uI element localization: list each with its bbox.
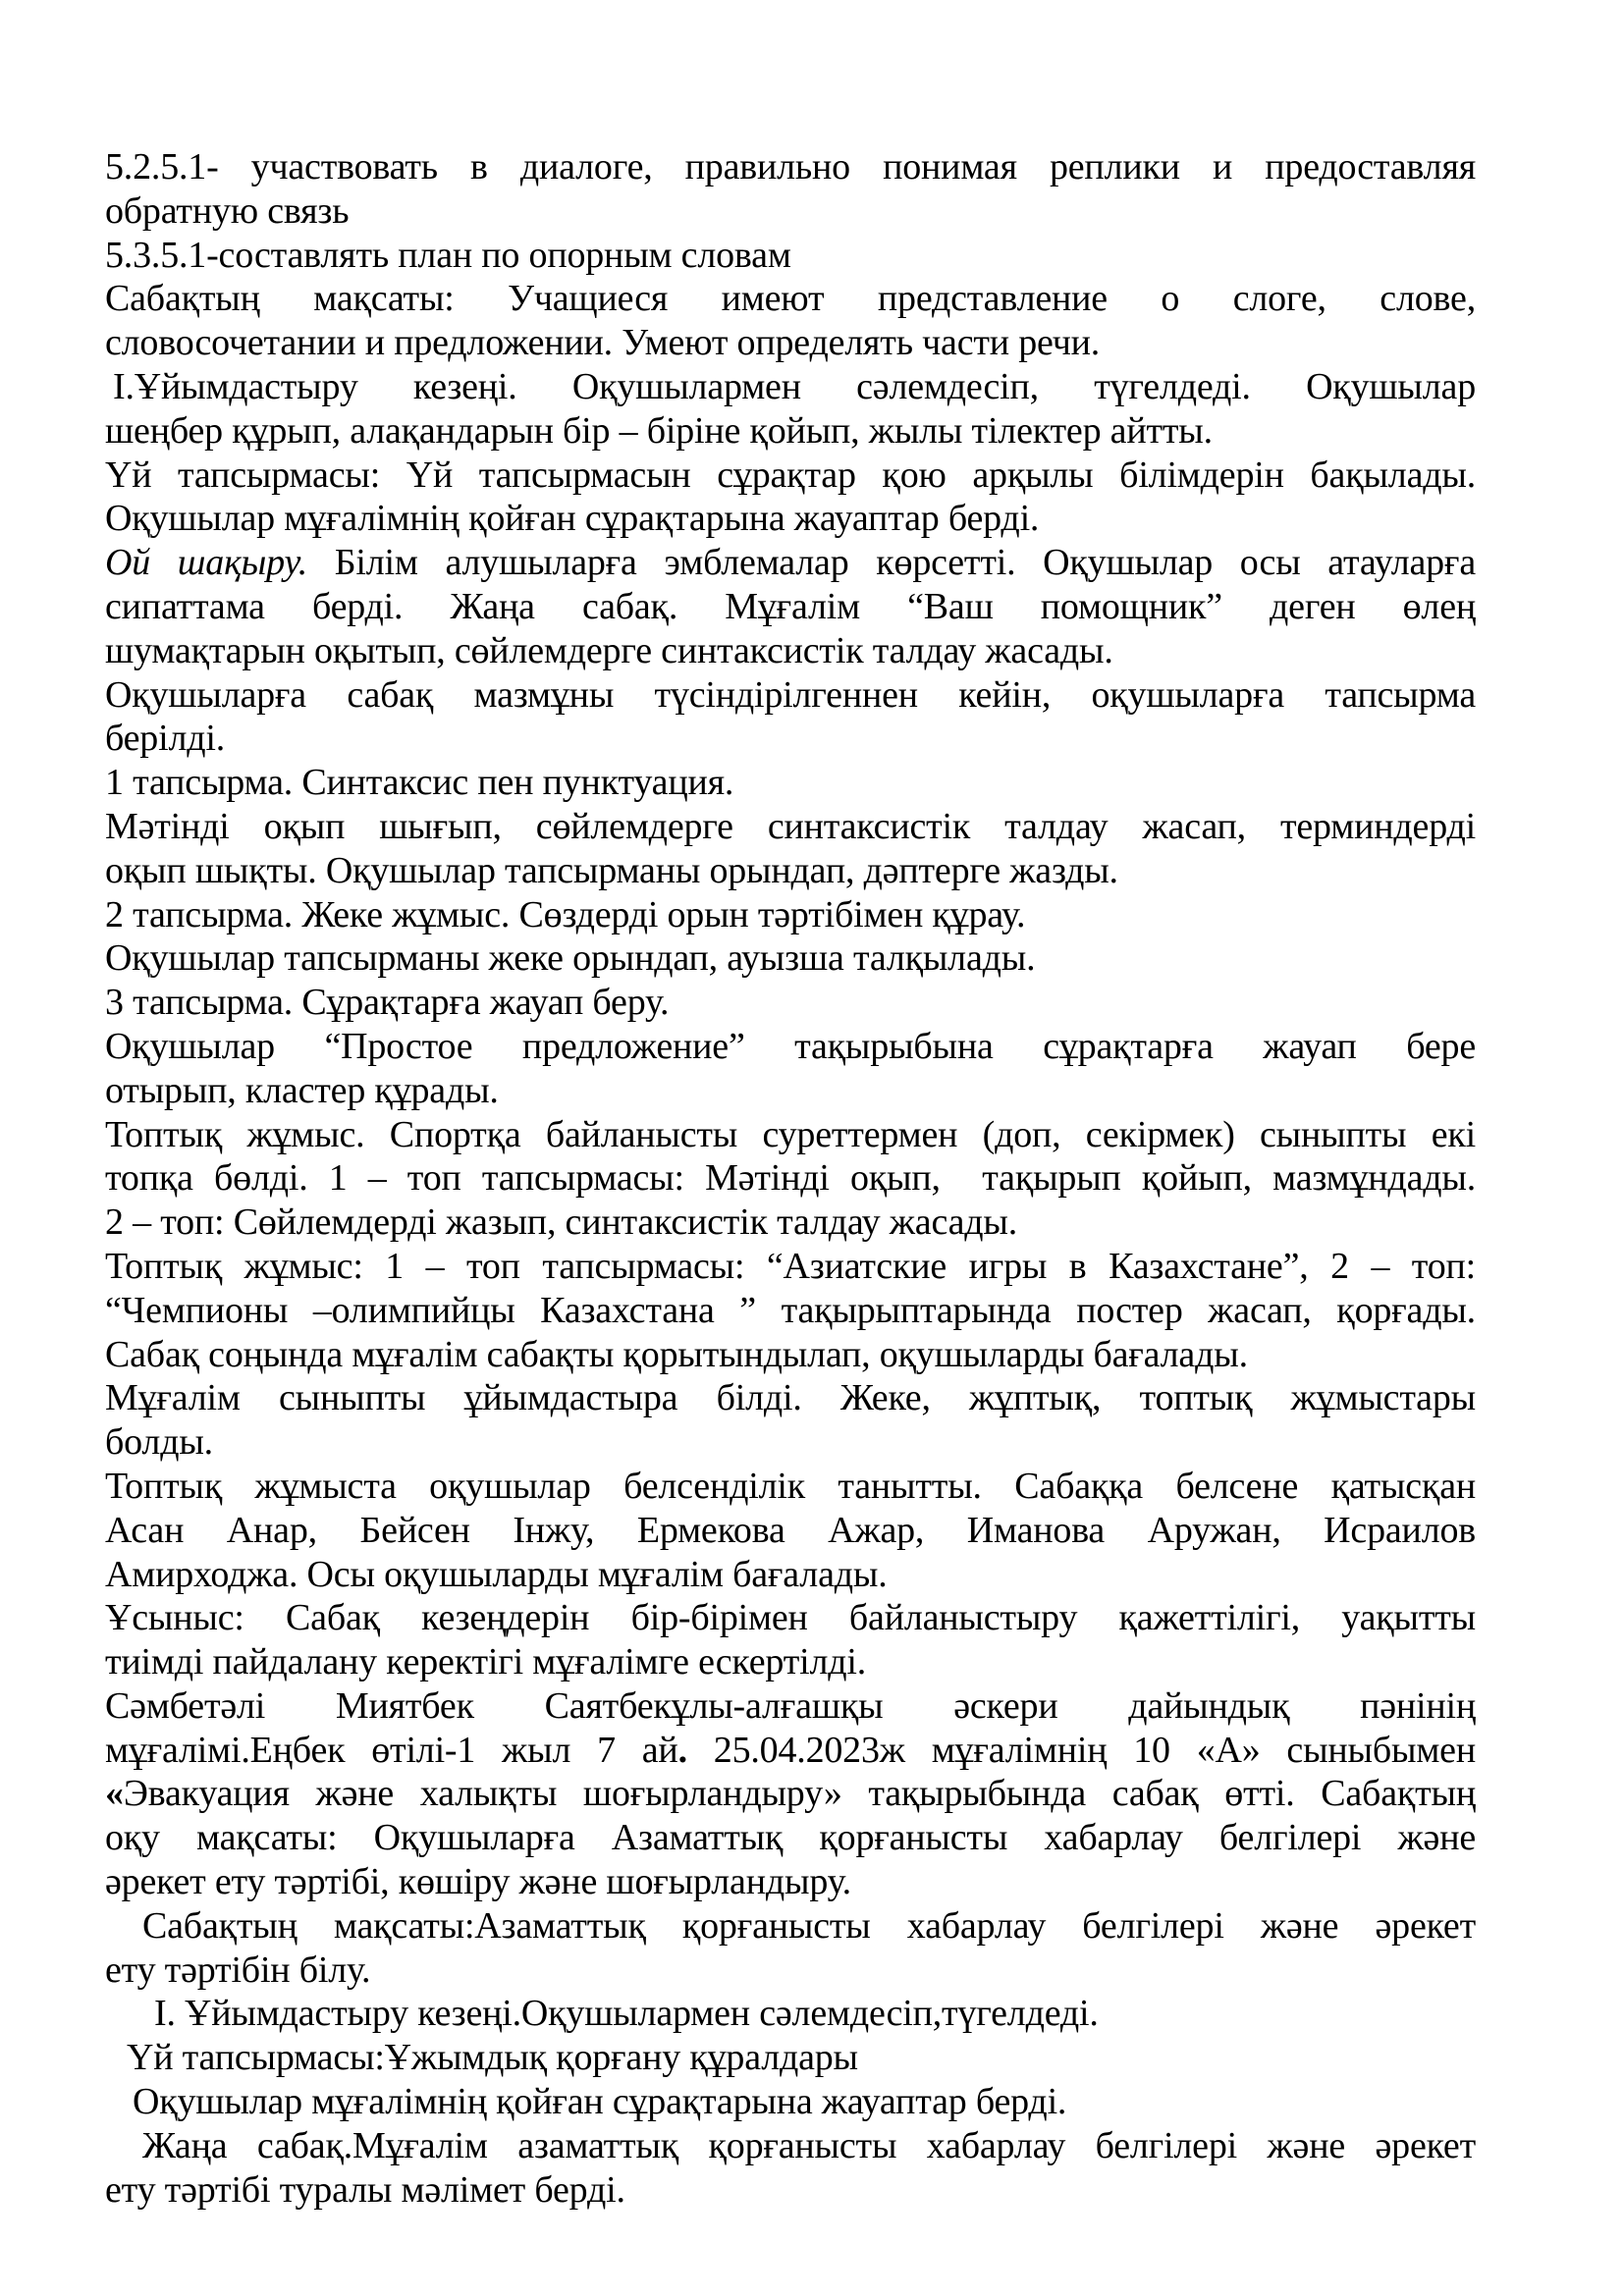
text-run: Топтық жұмыс. Спортқа байланысты суреттермен (доп, секірмек) сыныпты екі: [105, 1113, 1476, 1155]
text-run: Топтық жұмыста оқушылар белсенділік танытты. Сабаққа белсене қатысқан: [105, 1465, 1476, 1507]
text-run: Оқушылар мұғалімнің қойған сұрақтарына жауаптар берді.: [133, 2081, 1067, 2123]
text-run: Ұсыныс: Сабақ кезеңдерін бір-бірімен байланыстыру қажеттілігі, уақытты: [105, 1597, 1476, 1639]
text-run: 25.04.2023ж мұғалімнің 10 «А» сыныбымен: [686, 1729, 1476, 1771]
text-run: І.Ұйымдастыру кезеңі. Оқушылармен сәлемдесіп, түгелдеді. Оқушылар: [113, 365, 1476, 407]
text-run: 3 тапсырма. Сұрақтарға жауап беру.: [105, 982, 670, 1024]
text-run: отырып, кластер құрады.: [105, 1069, 499, 1111]
document-line: [105, 1245, 1476, 1289]
document-line: [105, 2080, 1476, 2124]
document-line: [105, 365, 1476, 409]
text-run: обратную связь: [105, 189, 350, 232]
document-line: [105, 629, 1476, 673]
document-text-block: [105, 145, 1476, 2212]
document-line: [105, 409, 1476, 454]
document-line: [105, 761, 1476, 805]
document-line: [105, 2168, 1476, 2213]
document-line: [105, 2124, 1476, 2168]
document-line: [105, 1949, 1476, 1993]
document-line: [105, 321, 1476, 365]
document-line: [105, 145, 1476, 189]
text-run: 2 – топ: Сөйлемдерді жазып, синтаксистік талдау жасады.: [105, 1201, 1018, 1244]
text-run: мұғалімі.Еңбек өтілі-1 жыл 7 ай: [105, 1729, 678, 1771]
document-line: [105, 1729, 1476, 1773]
document-line: [105, 1772, 1476, 1816]
text-run: Оқушыларға сабақ мазмұны түсіндірілгеннен кейін, оқушыларға тапсырма: [105, 673, 1476, 716]
document-line: [105, 1333, 1476, 1377]
text-run: ету тәртібін білу.: [105, 1949, 371, 1991]
text-run: 5.2.5.1- участвовать в диалоге, правильно понимая реплики и предоставляя: [105, 146, 1476, 187]
document-line: [105, 1113, 1476, 1157]
document-line: [105, 1684, 1476, 1729]
document-line: [105, 541, 1476, 585]
bold-text-run: .: [677, 1729, 687, 1771]
text-run: Асан Анар, Бейсен Інжу, Ермекова Ажар, Иманова Аружан, Исраилов: [105, 1509, 1476, 1551]
document-line: [105, 1156, 1476, 1201]
text-run: әрекет ету тәртібі, көшіру және шоғырландыру.: [105, 1861, 851, 1903]
text-run: Сабақ соңында мұғалім сабақты қорытындылап, оқушыларды бағалады.: [105, 1333, 1248, 1375]
document-line: [105, 1992, 1476, 2036]
document-line: [105, 1509, 1476, 1553]
text-run: топқа бөлді. 1 – топ тапсырмасы: Мәтінді оқып, тақырып қойып, мазмұндады.: [105, 1157, 1476, 1200]
bold-text-run: «: [105, 1773, 124, 1815]
document-line: [105, 1640, 1476, 1684]
text-run: Мұғалім сыныпты ұйымдастыра білді. Жеке, жұптық, топтық жұмыстары: [105, 1377, 1476, 1419]
text-run: тиімді пайдалану керектігі мұғалімге ескертілді.: [105, 1641, 867, 1683]
document-line: [105, 1465, 1476, 1509]
text-run: “Чемпионы –олимпийцы Казахстана ” тақырыптарында постер жасап, қорғады.: [105, 1289, 1476, 1331]
document-line: [105, 1860, 1476, 1904]
text-run: Топтық жұмыс: 1 – топ тапсырмасы: “Азиатские игры в Казахстане”, 2 – топ:: [105, 1245, 1476, 1287]
text-run: 1 тапсырма. Синтаксис пен пунктуация.: [105, 762, 734, 804]
text-run: оқып шықты. Оқушылар тапсырманы орындап, дәптерге жазды.: [105, 849, 1118, 891]
document-line: [105, 1420, 1476, 1465]
text-run: болды.: [105, 1421, 213, 1464]
text-run: сипаттама берді. Жаңа сабақ. Мұғалім “Ваш помощник” деген өлең: [105, 585, 1476, 627]
document-line: [105, 1904, 1476, 1949]
text-run: ету тәртібі туралы мәлімет берді.: [105, 2168, 625, 2211]
italic-text-run: Ой шақыру.: [105, 542, 308, 584]
text-run: Сәмбетәлі Миятбек Саятбекұлы-алғашқы әскери дайындық пәнінің: [105, 1684, 1476, 1727]
text-run: Сабақтың мақсаты:Азаматтық қорғанысты хабарлау белгілері және әрекет: [142, 1904, 1476, 1947]
document-line: [105, 497, 1476, 541]
document-line: [105, 1376, 1476, 1420]
text-run: Үй тапсырмасы: Үй тапсырмасын сұрақтар қою арқылы білімдерін бақылады.: [105, 454, 1476, 496]
text-run: Оқушылар мұғалімнің қойған сұрақтарына жауаптар берді.: [105, 498, 1040, 540]
document-line: [105, 585, 1476, 629]
document-line: [105, 673, 1476, 718]
document-line: [105, 1069, 1476, 1113]
text-run: 5.3.5.1-составлять план по опорным словам: [105, 234, 791, 276]
document-line: [105, 717, 1476, 761]
text-run: Сабақтың мақсаты: Учащиеся имеют представление о слоге, слове,: [105, 278, 1476, 320]
text-run: берілді.: [105, 718, 226, 760]
text-run: І. Ұйымдастыру кезеңі.Оқушылармен сәлемдесіп,түгелдеді.: [154, 1993, 1099, 2035]
document-line: [105, 1553, 1476, 1597]
text-run: Оқушылар тапсырманы жеке орындап, ауызша талқылады.: [105, 937, 1036, 980]
text-run: Амирходжа. Осы оқушыларды мұғалім бағалады.: [105, 1553, 888, 1595]
document-line: [105, 189, 1476, 234]
text-run: Жаңа сабақ.Мұғалім азаматтық қорғанысты хабарлау белгілері және әрекет: [142, 2124, 1476, 2166]
document-line: [105, 1201, 1476, 1245]
text-run: Эвакуация және халықты шоғырландыру» тақырыбында сабақ өтті. Сабақтың: [123, 1773, 1476, 1815]
document-line: [105, 1816, 1476, 1860]
document-line: [105, 1289, 1476, 1333]
text-run: словосочетании и предложении. Умеют определять части речи.: [105, 322, 1101, 364]
text-run: Білім алушыларға эмблемалар көрсетті. Оқушылар осы атауларға: [307, 542, 1476, 584]
document-line: [105, 981, 1476, 1025]
document-line: [105, 805, 1476, 849]
text-run: Үй тапсырмасы:Ұжымдық қорғану құралдары: [127, 2037, 858, 2079]
document-line: [105, 1596, 1476, 1640]
document-line: [105, 893, 1476, 937]
document-line: [105, 2036, 1476, 2080]
text-run: оқу мақсаты: Оқушыларға Азаматтық қорғанысты хабарлау белгілері және: [105, 1817, 1476, 1859]
text-run: Мәтінді оқып шығып, сөйлемдерге синтаксистік талдау жасап, терминдерді: [105, 805, 1476, 847]
document-line: [105, 454, 1476, 498]
text-run: Оқушылар “Простое предложение” тақырыбына сұрақтарға жауап бере: [105, 1025, 1476, 1067]
document-line: [105, 849, 1476, 893]
text-run: шеңбер құрып, алақандарын бір – біріне қойып, жылы тілектер айтты.: [105, 409, 1213, 452]
document-line: [105, 277, 1476, 321]
document-line: [105, 234, 1476, 278]
document-line: [105, 1025, 1476, 1069]
text-run: 2 тапсырма. Жеке жұмыс. Сөздерді орын тәртібімен құрау.: [105, 893, 1026, 935]
text-run: шумақтарын оқытып, сөйлемдерге синтаксистік талдау жасады.: [105, 629, 1113, 671]
document-line: [105, 936, 1476, 981]
